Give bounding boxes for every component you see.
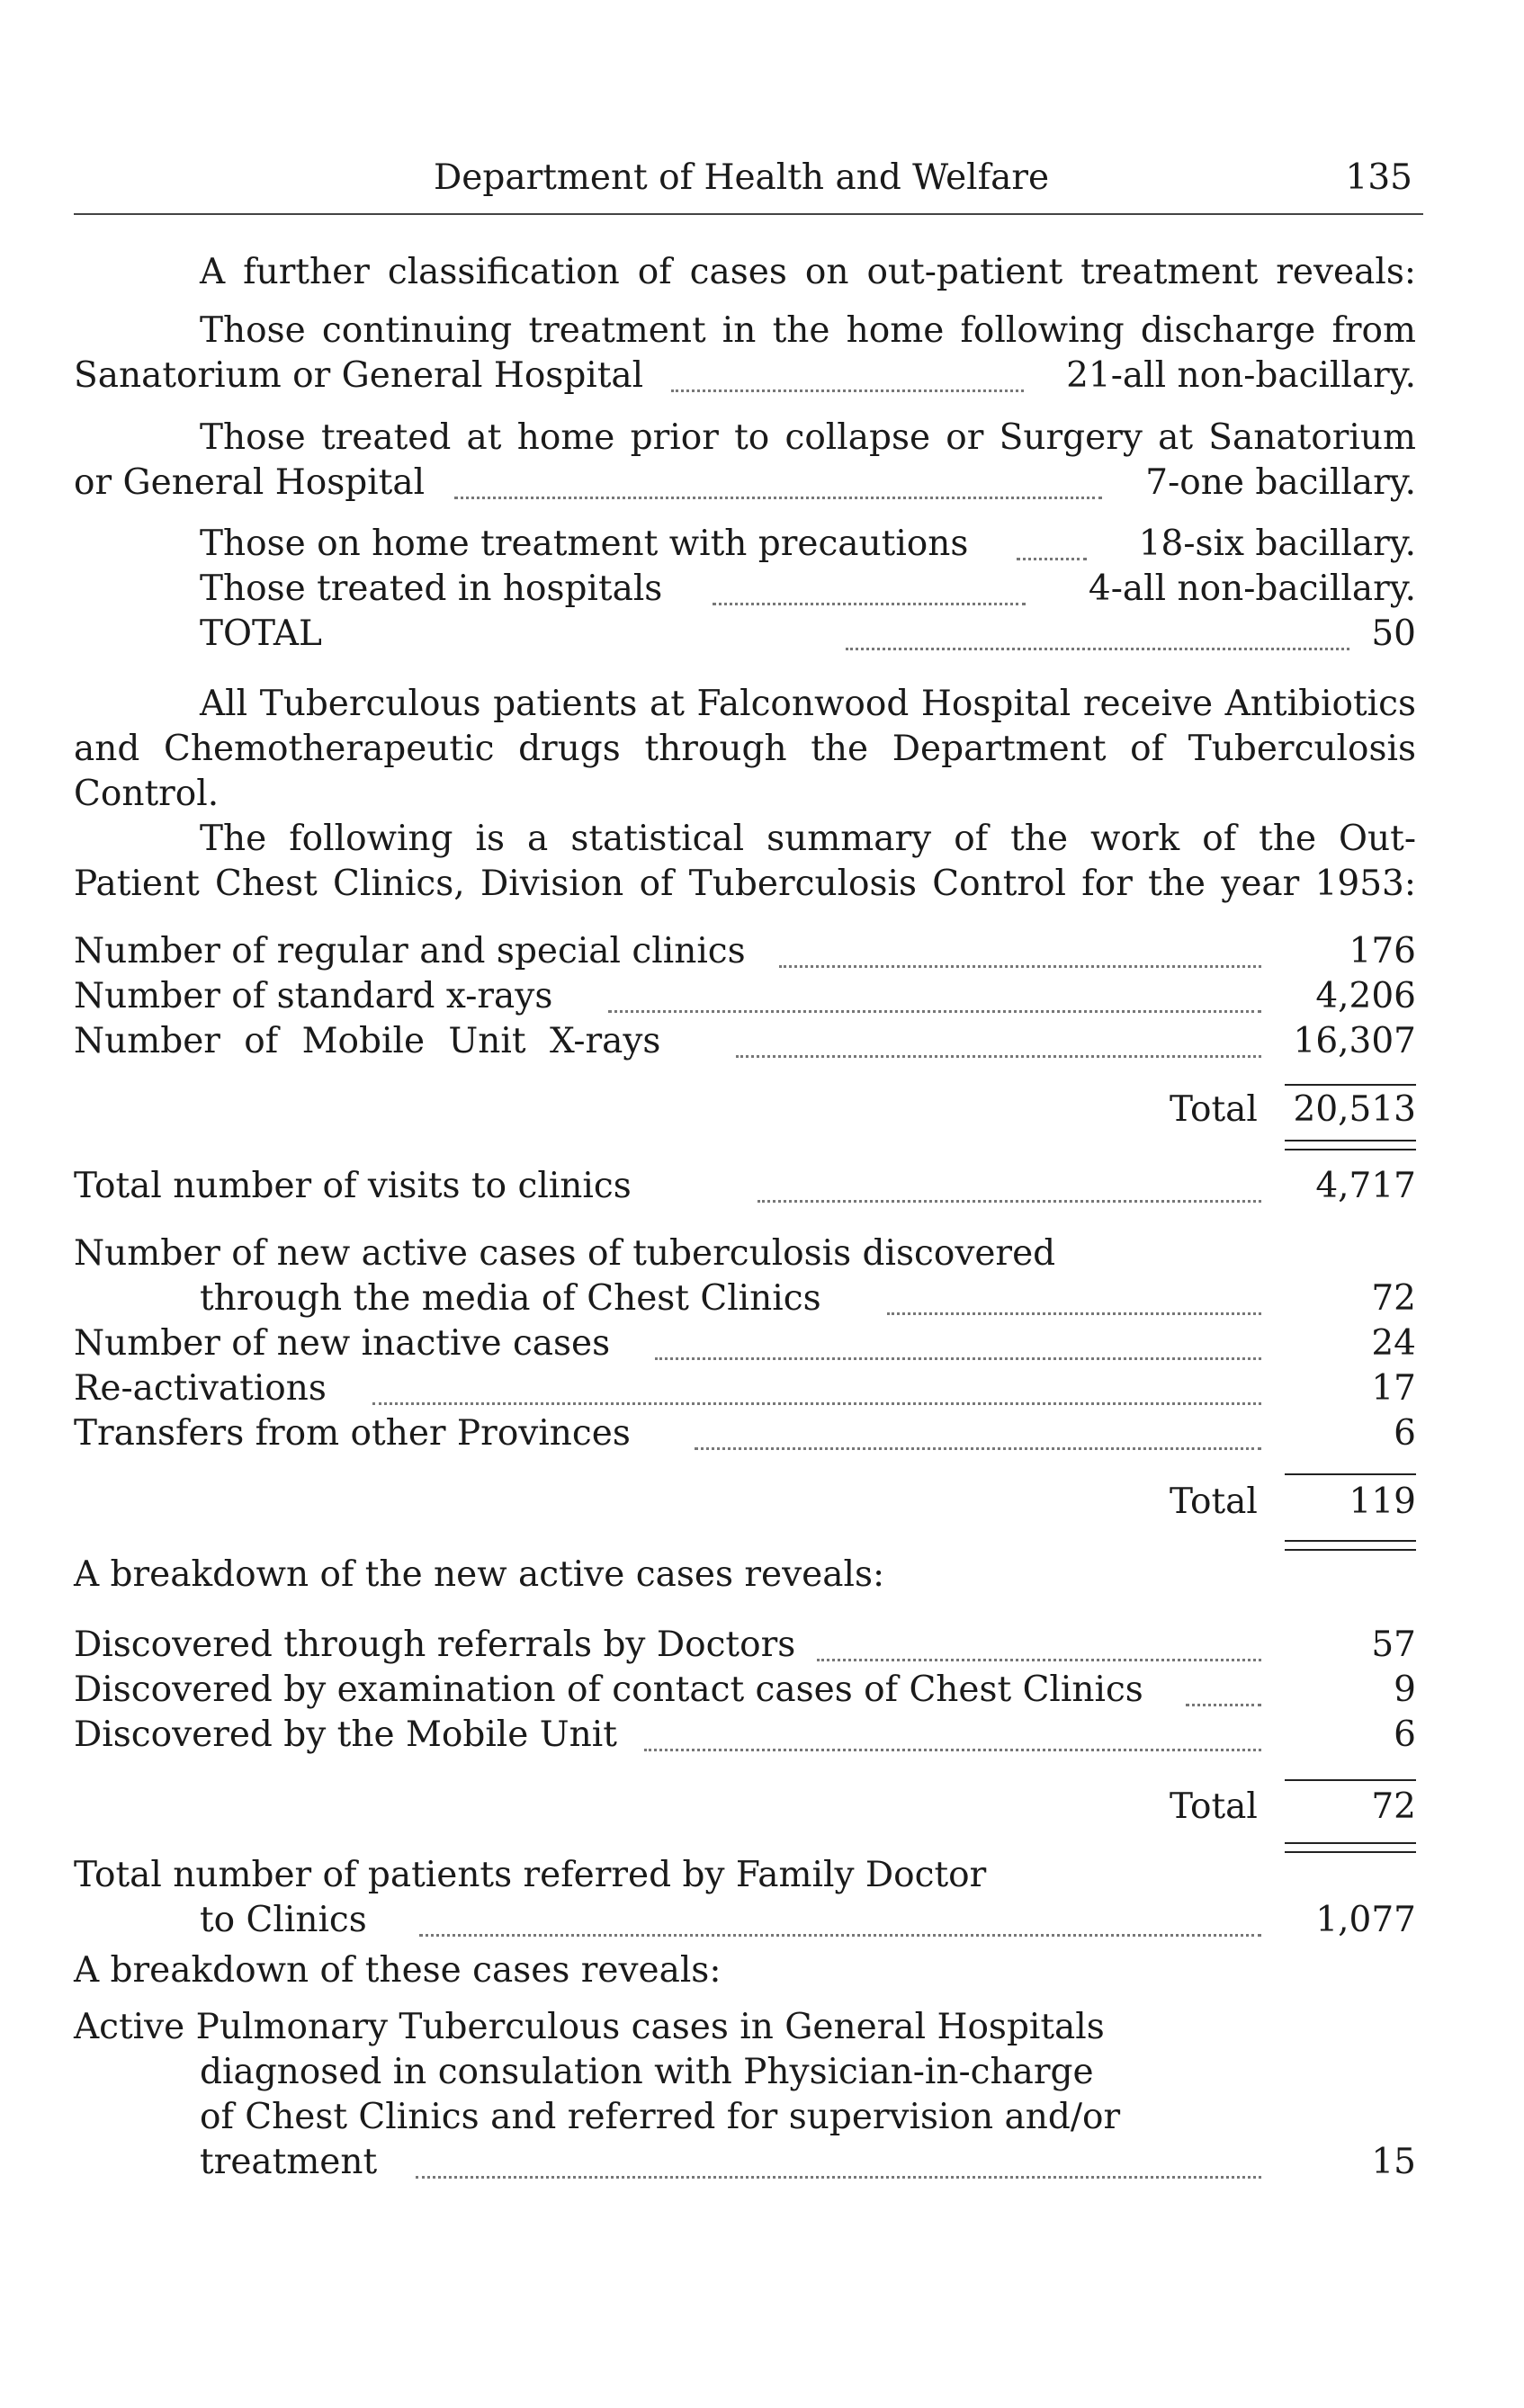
- dot-leader: [454, 497, 1102, 499]
- reactivations-label: Re-activations: [74, 1368, 327, 1409]
- transfers-value: 6: [1394, 1413, 1416, 1454]
- discovered-doctors-value: 57: [1371, 1625, 1416, 1665]
- clinics-mobile-value: 16,307: [1293, 1021, 1416, 1061]
- clinics-regular-value: 176: [1349, 931, 1416, 971]
- new-active-line1: Number of new active cases of tuberculosis discovered: [74, 1233, 1056, 1274]
- breakdown-active-total-value: 72: [1371, 1786, 1416, 1827]
- clinics-total-value: 20,513: [1293, 1089, 1416, 1130]
- classification-hospitals-value: 4-all non-bacillary.: [1088, 568, 1416, 609]
- new-inactive-label: Number of new inactive cases: [74, 1323, 611, 1364]
- dot-leader: [713, 603, 1026, 605]
- classification-precautions-label: Those on home treatment with precautions: [200, 524, 969, 564]
- clinics-mobile-label: Number of Mobile Unit X-rays: [74, 1021, 661, 1061]
- classification-home-discharge-value: 21-all non-bacillary.: [1066, 355, 1416, 396]
- summary-line2: Patient Chest Clinics, Division of Tuberculosis Control for the year 1953:: [74, 864, 1416, 904]
- clinics-standard-label: Number of standard x-rays: [74, 976, 553, 1016]
- sum-rule: [1285, 1473, 1416, 1475]
- breakdown-referred-heading: A breakdown of these cases reveals:: [74, 1950, 722, 1991]
- classification-home-discharge-label: Sanatorium or General Hospital: [74, 355, 644, 396]
- dot-leader: [887, 1312, 1261, 1315]
- referred-line1: Total number of patients referred by Family Doctor: [74, 1855, 987, 1895]
- dot-leader: [372, 1402, 1261, 1405]
- classification-home-prior-line1: Those treated at home prior to collapse or Surgery at Sanatorium: [200, 417, 1416, 458]
- dot-leader: [419, 1934, 1261, 1937]
- sum-rule: [1285, 1779, 1416, 1781]
- classification-total-value: 50: [1371, 613, 1416, 654]
- classification-total-label: TOTAL: [200, 613, 322, 654]
- visits-label: Total number of visits to clinics: [74, 1166, 632, 1206]
- dot-leader: [758, 1200, 1261, 1203]
- discovered-mobile-label: Discovered by the Mobile Unit: [74, 1714, 617, 1755]
- discovered-doctors-label: Discovered through referrals by Doctors: [74, 1625, 796, 1665]
- antibiotics-line2: and Chemotherapeutic drugs through the Department of Tuberculosis: [74, 729, 1416, 769]
- double-rule: [1285, 1842, 1416, 1853]
- new-inactive-value: 24: [1371, 1323, 1416, 1364]
- double-rule: [1285, 1140, 1416, 1150]
- header-rule: [74, 213, 1423, 215]
- classification-home-discharge-line1: Those continuing treatment in the home following discharge from: [200, 310, 1416, 351]
- new-cases-total-value: 119: [1349, 1482, 1416, 1522]
- active-pulmonary-line3: of Chest Clinics and referred for supervision and/or: [200, 2097, 1121, 2137]
- clinics-standard-value: 4,206: [1315, 976, 1416, 1016]
- intro-line: A further classification of cases on out-patient treatment reveals:: [200, 252, 1416, 292]
- new-active-value: 72: [1371, 1278, 1416, 1319]
- dot-leader: [1186, 1704, 1261, 1706]
- discovered-contacts-label: Discovered by examination of contact cases of Chest Clinics: [74, 1669, 1143, 1710]
- summary-line1: The following is a statistical summary of the work of the Out-: [200, 819, 1416, 859]
- classification-hospitals-label: Those treated in hospitals: [200, 568, 663, 609]
- reactivations-value: 17: [1371, 1368, 1416, 1409]
- dot-leader: [817, 1659, 1261, 1661]
- double-rule: [1285, 1540, 1416, 1551]
- active-pulmonary-line1: Active Pulmonary Tuberculous cases in General Hospitals: [74, 2007, 1105, 2047]
- dot-leader: [779, 965, 1261, 968]
- new-cases-total-label: Total: [1170, 1482, 1258, 1522]
- dot-leader: [644, 1749, 1261, 1751]
- dot-leader: [416, 2176, 1261, 2179]
- classification-home-prior-label: or General Hospital: [74, 462, 426, 503]
- classification-precautions-value: 18-six bacillary.: [1138, 524, 1416, 564]
- clinics-regular-label: Number of regular and special clinics: [74, 931, 746, 971]
- antibiotics-line3: Control.: [74, 774, 220, 814]
- dot-leader: [736, 1055, 1261, 1058]
- breakdown-active-total-label: Total: [1170, 1786, 1258, 1827]
- dot-leader: [671, 389, 1024, 392]
- active-pulmonary-label: treatment: [200, 2142, 378, 2182]
- dot-leader: [655, 1357, 1261, 1360]
- breakdown-active-heading: A breakdown of the new active cases reveals:: [74, 1554, 885, 1595]
- clinics-total-label: Total: [1170, 1089, 1258, 1130]
- page-number: 135: [1345, 157, 1412, 198]
- referred-label: to Clinics: [200, 1900, 367, 1940]
- discovered-mobile-value: 6: [1394, 1714, 1416, 1755]
- dot-leader: [695, 1447, 1261, 1450]
- antibiotics-line1: All Tuberculous patients at Falconwood Hospital receive Antibiotics: [200, 684, 1416, 724]
- dot-leader: [608, 1010, 1261, 1013]
- classification-home-prior-value: 7-one bacillary.: [1145, 462, 1416, 503]
- running-header-title: Department of Health and Welfare: [434, 157, 1050, 198]
- active-pulmonary-value: 15: [1371, 2142, 1416, 2182]
- discovered-contacts-value: 9: [1394, 1669, 1416, 1710]
- new-active-label: through the media of Chest Clinics: [200, 1278, 821, 1319]
- sum-rule: [1285, 1084, 1416, 1086]
- active-pulmonary-line2: diagnosed in consulation with Physician-in-charge: [200, 2052, 1094, 2092]
- referred-value: 1,077: [1315, 1900, 1416, 1940]
- visits-value: 4,717: [1315, 1166, 1416, 1206]
- dot-leader: [1017, 558, 1087, 560]
- transfers-label: Transfers from other Provinces: [74, 1413, 631, 1454]
